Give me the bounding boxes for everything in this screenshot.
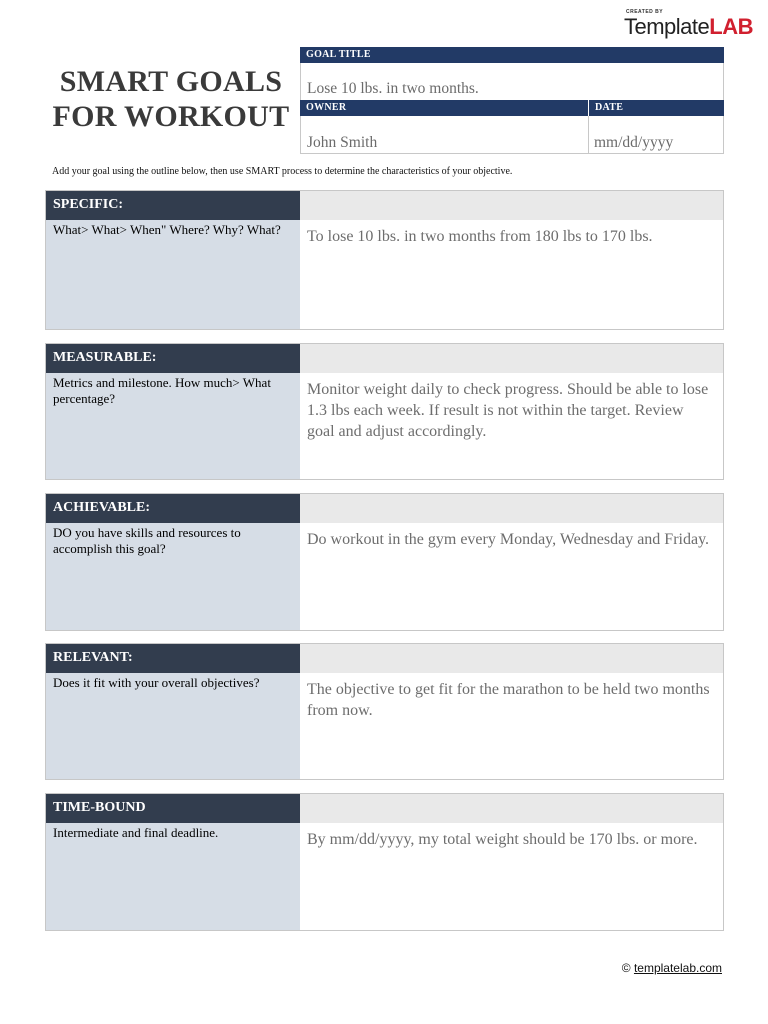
- copyright-symbol: ©: [621, 961, 631, 975]
- section-header-fill: [300, 644, 723, 673]
- section-relevant: [45, 643, 724, 780]
- section-prompt: What> What> When" Where? Why? What?: [46, 220, 300, 329]
- section-achievable: [45, 493, 724, 631]
- footer-link[interactable]: templatelab.com: [633, 961, 722, 975]
- section-measurable: [45, 343, 724, 480]
- section-title: ACHIEVABLE:: [46, 494, 300, 523]
- section-prompt: DO you have skills and resources to accomplish this goal?: [46, 523, 300, 630]
- section-header-fill: [300, 191, 723, 220]
- section-header-fill: [300, 344, 723, 373]
- intro-text: Add your goal using the outline below, then use SMART process to determine the characteristics of your objective.: [52, 166, 513, 177]
- owner-value[interactable]: John Smith: [307, 134, 378, 151]
- section-answer[interactable]: To lose 10 lbs. in two months from 180 lbs to 170 lbs.: [307, 228, 653, 245]
- section-title: RELEVANT:: [46, 644, 300, 673]
- section-title: SPECIFIC:: [46, 191, 300, 220]
- section-answer[interactable]: The objective to get fit for the marathon to be held two months from now.: [307, 681, 710, 719]
- owner-label: OWNER: [300, 100, 589, 116]
- section-header-fill: [300, 494, 723, 523]
- page-title: SMART GOALS FOR WORKOUT: [52, 65, 290, 133]
- date-value[interactable]: mm/dd/yyyy: [594, 134, 674, 151]
- section-prompt: Intermediate and final deadline.: [46, 823, 300, 930]
- section-title: MEASURABLE:: [46, 344, 300, 373]
- section-answer[interactable]: Do workout in the gym every Monday, Wednesday and Friday.: [307, 531, 710, 548]
- section-header-fill: [300, 794, 723, 823]
- templatelab-logo: [624, 8, 754, 38]
- footer: [622, 961, 722, 975]
- section-specific: [45, 190, 724, 330]
- section-answer[interactable]: By mm/dd/yyyy, my total weight should be 170 lbs. or more.: [307, 831, 698, 848]
- goal-title-value[interactable]: Lose 10 lbs. in two months.: [307, 80, 479, 97]
- goal-title-label: GOAL TITLE: [300, 47, 724, 63]
- date-label: DATE: [588, 100, 724, 116]
- section-title: TIME-BOUND: [46, 794, 300, 823]
- logo-created-by: CREATED BY: [626, 9, 664, 15]
- section-prompt: Does it fit with your overall objectives?: [46, 673, 300, 779]
- section-time-bound: [45, 793, 724, 931]
- logo-wordmark: TemplateLAB: [624, 14, 753, 39]
- section-answer[interactable]: Monitor weight daily to check progress. Should be able to lose 1.3 lbs each week. If result is not within the target. Review goal and adjust accordingly.: [307, 381, 709, 440]
- section-prompt: Metrics and milestone. How much> What percentage?: [46, 373, 300, 479]
